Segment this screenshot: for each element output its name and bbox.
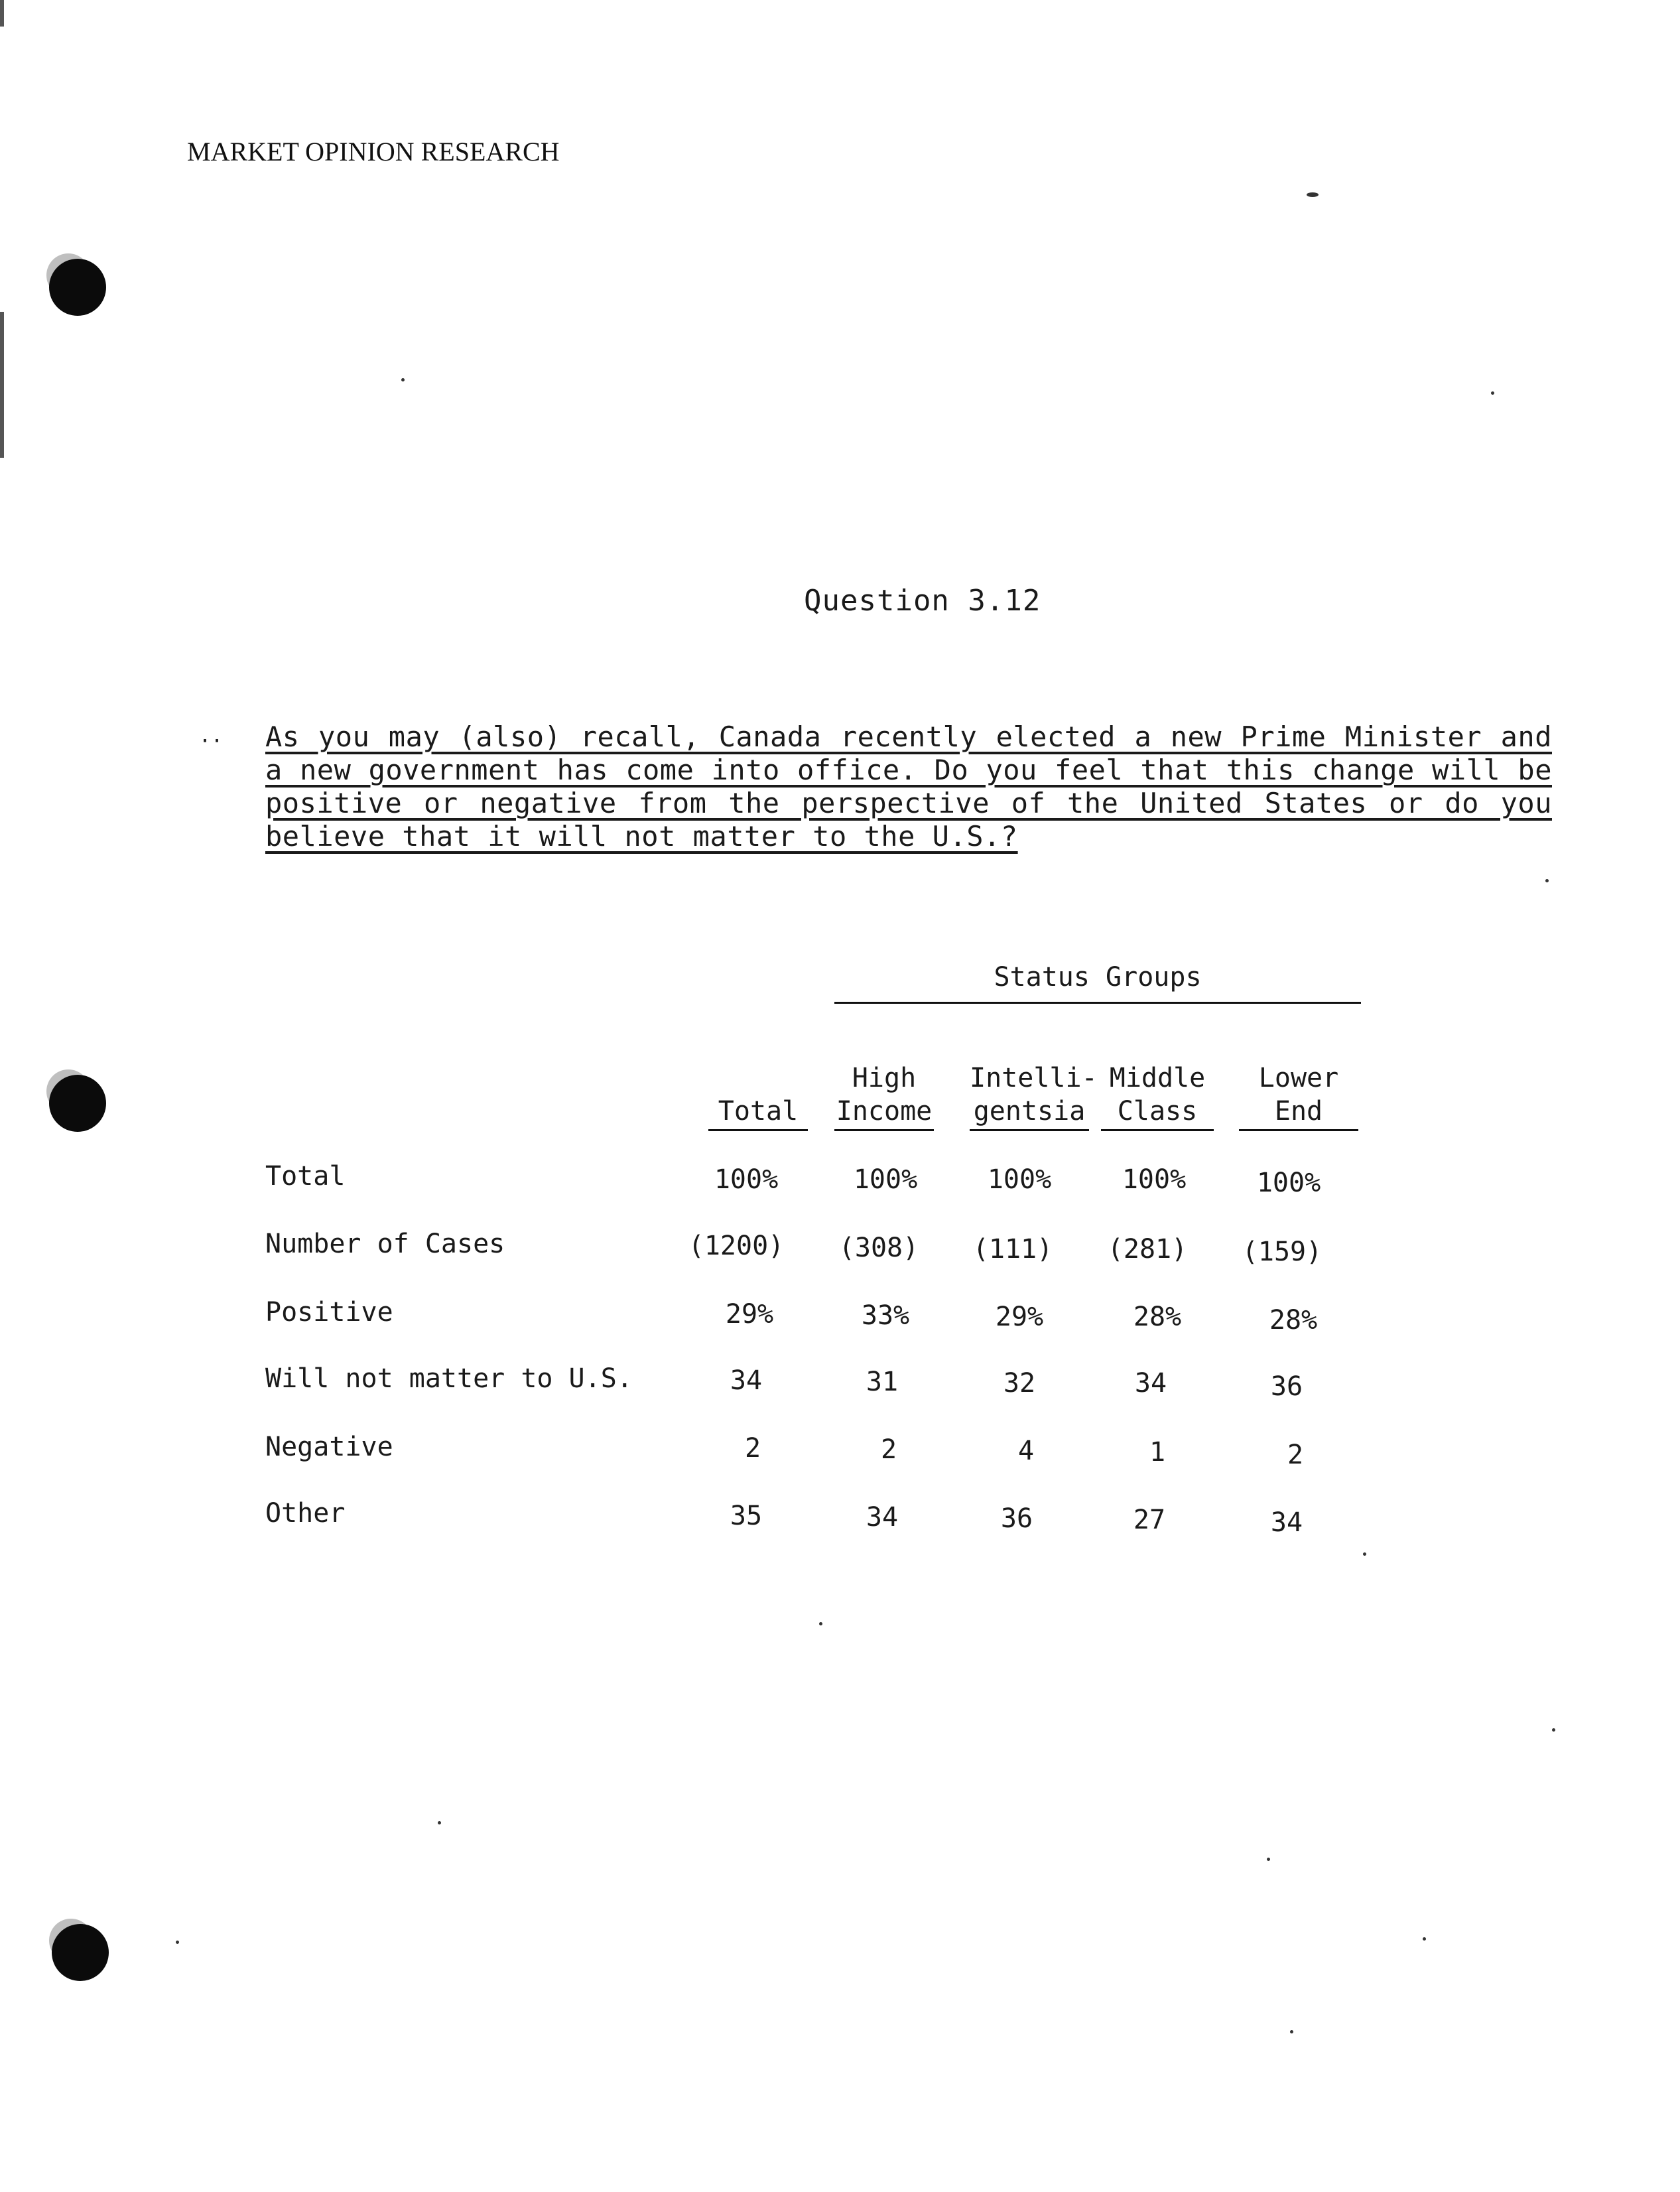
column-header-high-income — [834, 1062, 934, 1131]
scan-speck — [438, 1821, 441, 1824]
row-label-other: Other — [265, 1498, 346, 1529]
scan-edge-mark — [0, 312, 4, 458]
table-cell: 4 — [1017, 1436, 1035, 1466]
scan-speck — [1267, 1858, 1270, 1861]
column-header-line2: End — [1274, 1096, 1323, 1127]
column-header-line1: Lower — [1258, 1063, 1339, 1093]
column-header-line1: Middle — [1109, 1063, 1206, 1093]
table-cell: 100% — [853, 1164, 918, 1195]
status-groups-header: Status Groups — [834, 962, 1361, 1004]
table-cell: 33% — [861, 1300, 910, 1331]
scan-speck — [1307, 192, 1319, 197]
table-cell: (308) — [838, 1233, 919, 1263]
column-header-middle-class — [1101, 1062, 1214, 1131]
table-cell: 27 — [1133, 1505, 1166, 1535]
scan-speck — [1552, 1728, 1555, 1732]
scan-speck — [176, 1941, 179, 1944]
table-cell: 34 — [1270, 1507, 1303, 1538]
table-cell: 100% — [1256, 1168, 1321, 1198]
table-cell: 2 — [744, 1433, 761, 1464]
column-header-line2: Income — [836, 1096, 933, 1127]
column-header-lower-end — [1239, 1062, 1358, 1131]
table-cell: 1 — [1149, 1437, 1166, 1468]
table-cell: (1200) — [688, 1231, 785, 1261]
table-cell: 28% — [1269, 1305, 1318, 1336]
row-label-will-not-matter: Will not matter to U.S. — [265, 1363, 633, 1394]
table-cell: 29% — [725, 1299, 774, 1330]
table-cell: 34 — [866, 1502, 899, 1533]
scan-speck — [1423, 1937, 1426, 1941]
column-header-line2: Class — [1117, 1096, 1198, 1127]
table-cell: 100% — [1122, 1164, 1187, 1195]
table-cell: 28% — [1133, 1302, 1182, 1332]
punch-hole-top — [49, 259, 106, 316]
question-title: Question 3.12 — [804, 584, 1041, 618]
punch-hole-bottom — [52, 1924, 109, 1981]
column-header-total — [708, 1062, 808, 1131]
margin-mark: ·· — [199, 730, 224, 753]
table-cell: 36 — [1270, 1371, 1303, 1402]
scan-speck — [1491, 391, 1494, 395]
row-label-total: Total — [265, 1161, 346, 1192]
column-header-line1: Intelli- — [970, 1063, 1098, 1093]
column-header-line1: High — [852, 1063, 917, 1093]
table-cell: 34 — [730, 1365, 763, 1396]
letterhead: MARKET OPINION RESEARCH — [187, 137, 560, 167]
table-cell: 32 — [1003, 1368, 1036, 1399]
table-cell: 29% — [995, 1302, 1044, 1332]
table-cell: (281) — [1107, 1234, 1188, 1265]
table-cell: (159) — [1242, 1237, 1323, 1267]
table-cell: 2 — [1287, 1440, 1304, 1470]
scan-speck — [401, 378, 405, 381]
column-header-intelligentsia — [970, 1062, 1098, 1131]
row-label-negative: Negative — [265, 1432, 393, 1462]
question-text: As you may (also) recall, Canada recently elected a new Prime Minister and a new government has come into office. Do you feel that this change will be positive or negative from the perspective of the United States or do you believe that it will not matter to the U.S.? — [265, 720, 1552, 853]
scan-edge-mark — [0, 0, 4, 27]
table-cell: 35 — [730, 1501, 763, 1531]
column-header-line1 — [708, 1062, 808, 1095]
table-cell: (111) — [972, 1234, 1053, 1265]
scan-speck — [819, 1622, 822, 1625]
table-cell: 36 — [1000, 1503, 1033, 1534]
scan-speck — [1363, 1552, 1366, 1556]
table-cell: 34 — [1134, 1368, 1167, 1399]
punch-hole-middle — [49, 1075, 106, 1132]
row-label-number-of-cases: Number of Cases — [265, 1229, 505, 1259]
table-cell: 100% — [987, 1164, 1052, 1195]
table-cell: 2 — [880, 1434, 897, 1465]
table-cell: 100% — [714, 1164, 779, 1195]
row-label-positive: Positive — [265, 1297, 393, 1328]
column-header-line2: gentsia — [973, 1096, 1086, 1127]
scan-speck — [1545, 879, 1549, 882]
scan-speck — [1290, 2030, 1293, 2033]
table-cell: 31 — [866, 1367, 899, 1397]
column-header-line2: Total — [718, 1096, 799, 1127]
